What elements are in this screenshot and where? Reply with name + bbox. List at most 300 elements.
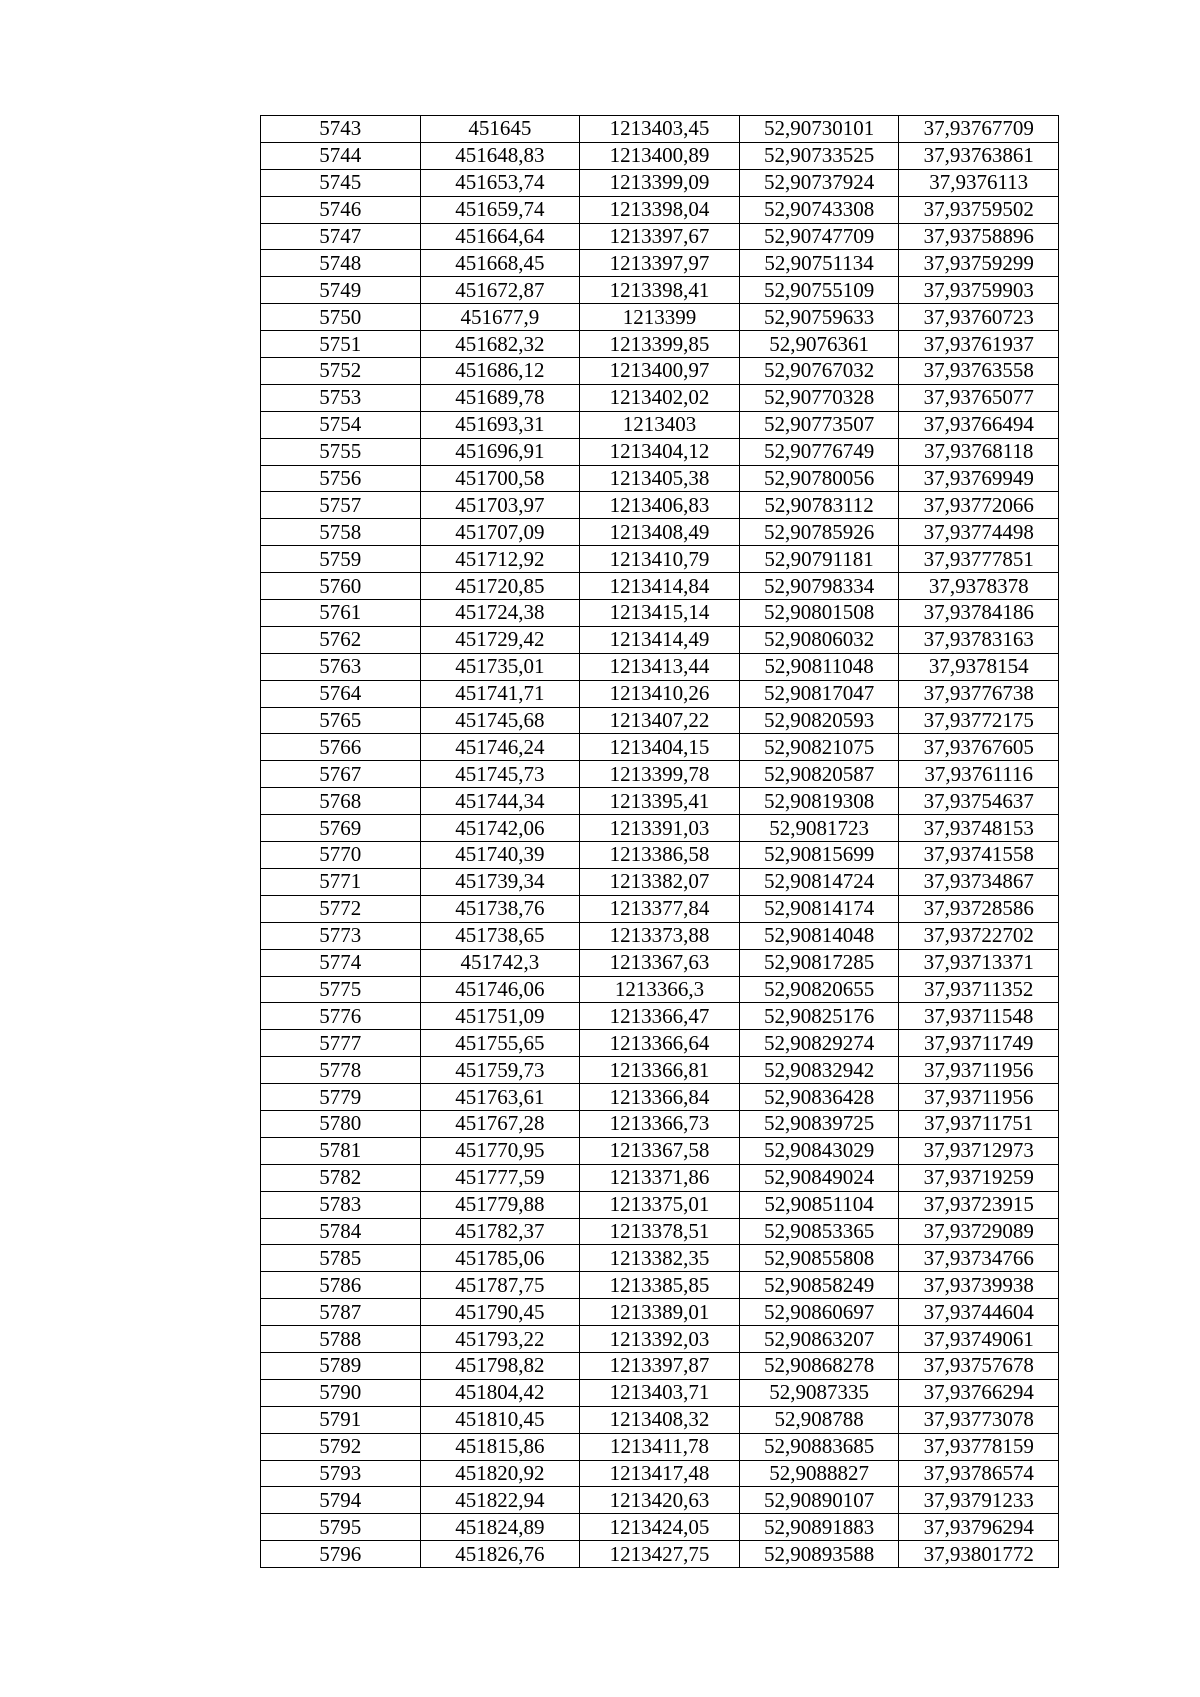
x-coordinate-cell: 451744,34 <box>420 788 580 815</box>
table-row <box>261 331 1059 358</box>
longitude-cell: 37,93773078 <box>899 1406 1059 1433</box>
latitude-cell: 52,90890107 <box>739 1487 899 1514</box>
table-row <box>261 761 1059 788</box>
table-row <box>261 438 1059 465</box>
table-row <box>261 519 1059 546</box>
x-coordinate-cell: 451653,74 <box>420 169 580 196</box>
coordinates-table-body <box>261 116 1059 1568</box>
latitude-cell: 52,90836428 <box>739 1084 899 1111</box>
longitude-cell: 37,93763861 <box>899 142 1059 169</box>
y-coordinate-cell: 1213367,58 <box>580 1137 740 1164</box>
y-coordinate-cell: 1213411,78 <box>580 1433 740 1460</box>
longitude-cell: 37,93769949 <box>899 465 1059 492</box>
point-number-cell: 5763 <box>261 653 421 680</box>
latitude-cell: 52,90819308 <box>739 788 899 815</box>
latitude-cell: 52,9088827 <box>739 1460 899 1487</box>
y-coordinate-cell: 1213382,35 <box>580 1245 740 1272</box>
table-row <box>261 842 1059 869</box>
table-row <box>261 465 1059 492</box>
x-coordinate-cell: 451815,86 <box>420 1433 580 1460</box>
x-coordinate-cell: 451751,09 <box>420 1003 580 1030</box>
table-row <box>261 1487 1059 1514</box>
longitude-cell: 37,93713371 <box>899 949 1059 976</box>
latitude-cell: 52,90814724 <box>739 868 899 895</box>
x-coordinate-cell: 451739,34 <box>420 868 580 895</box>
table-row <box>261 1137 1059 1164</box>
latitude-cell: 52,9087335 <box>739 1379 899 1406</box>
latitude-cell: 52,90730101 <box>739 116 899 143</box>
x-coordinate-cell: 451782,37 <box>420 1218 580 1245</box>
longitude-cell: 37,93778159 <box>899 1433 1059 1460</box>
longitude-cell: 37,93784186 <box>899 600 1059 627</box>
x-coordinate-cell: 451689,78 <box>420 384 580 411</box>
x-coordinate-cell: 451742,3 <box>420 949 580 976</box>
x-coordinate-cell: 451707,09 <box>420 519 580 546</box>
latitude-cell: 52,90860697 <box>739 1299 899 1326</box>
x-coordinate-cell: 451824,89 <box>420 1514 580 1541</box>
table-row <box>261 680 1059 707</box>
latitude-cell: 52,9081723 <box>739 815 899 842</box>
table-row <box>261 116 1059 143</box>
longitude-cell: 37,93719259 <box>899 1164 1059 1191</box>
point-number-cell: 5783 <box>261 1191 421 1218</box>
point-number-cell: 5755 <box>261 438 421 465</box>
latitude-cell: 52,90780056 <box>739 465 899 492</box>
x-coordinate-cell: 451793,22 <box>420 1326 580 1353</box>
x-coordinate-cell: 451686,12 <box>420 358 580 385</box>
latitude-cell: 52,90858249 <box>739 1272 899 1299</box>
table-row <box>261 788 1059 815</box>
longitude-cell: 37,93744604 <box>899 1299 1059 1326</box>
y-coordinate-cell: 1213400,89 <box>580 142 740 169</box>
y-coordinate-cell: 1213373,88 <box>580 922 740 949</box>
point-number-cell: 5748 <box>261 250 421 277</box>
longitude-cell: 37,93760723 <box>899 304 1059 331</box>
point-number-cell: 5796 <box>261 1541 421 1568</box>
longitude-cell: 37,93766494 <box>899 411 1059 438</box>
latitude-cell: 52,90893588 <box>739 1541 899 1568</box>
x-coordinate-cell: 451779,88 <box>420 1191 580 1218</box>
x-coordinate-cell: 451745,73 <box>420 761 580 788</box>
point-number-cell: 5766 <box>261 734 421 761</box>
table-row <box>261 815 1059 842</box>
table-row <box>261 1110 1059 1137</box>
point-number-cell: 5743 <box>261 116 421 143</box>
table-row <box>261 922 1059 949</box>
y-coordinate-cell: 1213397,97 <box>580 250 740 277</box>
x-coordinate-cell: 451767,28 <box>420 1110 580 1137</box>
table-row <box>261 1030 1059 1057</box>
table-row <box>261 626 1059 653</box>
point-number-cell: 5779 <box>261 1084 421 1111</box>
point-number-cell: 5793 <box>261 1460 421 1487</box>
table-row <box>261 277 1059 304</box>
table-row <box>261 1218 1059 1245</box>
table-row <box>261 1057 1059 1084</box>
x-coordinate-cell: 451810,45 <box>420 1406 580 1433</box>
table-row <box>261 1514 1059 1541</box>
table-row <box>261 223 1059 250</box>
table-row <box>261 1379 1059 1406</box>
x-coordinate-cell: 451785,06 <box>420 1245 580 1272</box>
x-coordinate-cell: 451763,61 <box>420 1084 580 1111</box>
x-coordinate-cell: 451724,38 <box>420 600 580 627</box>
x-coordinate-cell: 451668,45 <box>420 250 580 277</box>
point-number-cell: 5788 <box>261 1326 421 1353</box>
x-coordinate-cell: 451745,68 <box>420 707 580 734</box>
y-coordinate-cell: 1213398,41 <box>580 277 740 304</box>
table-row <box>261 976 1059 1003</box>
y-coordinate-cell: 1213420,63 <box>580 1487 740 1514</box>
longitude-cell: 37,93774498 <box>899 519 1059 546</box>
latitude-cell: 52,90829274 <box>739 1030 899 1057</box>
latitude-cell: 52,90733525 <box>739 142 899 169</box>
table-row <box>261 1164 1059 1191</box>
latitude-cell: 52,90791181 <box>739 546 899 573</box>
point-number-cell: 5751 <box>261 331 421 358</box>
y-coordinate-cell: 1213403,71 <box>580 1379 740 1406</box>
y-coordinate-cell: 1213406,83 <box>580 492 740 519</box>
longitude-cell: 37,93763558 <box>899 358 1059 385</box>
point-number-cell: 5758 <box>261 519 421 546</box>
table-row <box>261 304 1059 331</box>
latitude-cell: 52,90806032 <box>739 626 899 653</box>
x-coordinate-cell: 451755,65 <box>420 1030 580 1057</box>
longitude-cell: 37,93801772 <box>899 1541 1059 1568</box>
table-row <box>261 573 1059 600</box>
point-number-cell: 5753 <box>261 384 421 411</box>
table-row <box>261 196 1059 223</box>
x-coordinate-cell: 451720,85 <box>420 573 580 600</box>
y-coordinate-cell: 1213403 <box>580 411 740 438</box>
latitude-cell: 52,90785926 <box>739 519 899 546</box>
longitude-cell: 37,93766294 <box>899 1379 1059 1406</box>
x-coordinate-cell: 451798,82 <box>420 1352 580 1379</box>
latitude-cell: 52,90801508 <box>739 600 899 627</box>
x-coordinate-cell: 451787,75 <box>420 1272 580 1299</box>
x-coordinate-cell: 451746,24 <box>420 734 580 761</box>
point-number-cell: 5745 <box>261 169 421 196</box>
longitude-cell: 37,93765077 <box>899 384 1059 411</box>
point-number-cell: 5774 <box>261 949 421 976</box>
point-number-cell: 5795 <box>261 1514 421 1541</box>
longitude-cell: 37,93712973 <box>899 1137 1059 1164</box>
latitude-cell: 52,90817285 <box>739 949 899 976</box>
longitude-cell: 37,93772066 <box>899 492 1059 519</box>
table-row <box>261 250 1059 277</box>
y-coordinate-cell: 1213371,86 <box>580 1164 740 1191</box>
x-coordinate-cell: 451735,01 <box>420 653 580 680</box>
longitude-cell: 37,93768118 <box>899 438 1059 465</box>
y-coordinate-cell: 1213399,78 <box>580 761 740 788</box>
point-number-cell: 5790 <box>261 1379 421 1406</box>
longitude-cell: 37,93711751 <box>899 1110 1059 1137</box>
x-coordinate-cell: 451777,59 <box>420 1164 580 1191</box>
longitude-cell: 37,93723915 <box>899 1191 1059 1218</box>
x-coordinate-cell: 451738,65 <box>420 922 580 949</box>
point-number-cell: 5775 <box>261 976 421 1003</box>
latitude-cell: 52,90863207 <box>739 1326 899 1353</box>
y-coordinate-cell: 1213402,02 <box>580 384 740 411</box>
longitude-cell: 37,93734766 <box>899 1245 1059 1272</box>
point-number-cell: 5754 <box>261 411 421 438</box>
longitude-cell: 37,93754637 <box>899 788 1059 815</box>
latitude-cell: 52,90815699 <box>739 842 899 869</box>
y-coordinate-cell: 1213399 <box>580 304 740 331</box>
latitude-cell: 52,90817047 <box>739 680 899 707</box>
latitude-cell: 52,90883685 <box>739 1433 899 1460</box>
y-coordinate-cell: 1213391,03 <box>580 815 740 842</box>
table-row <box>261 1003 1059 1030</box>
table-row <box>261 384 1059 411</box>
y-coordinate-cell: 1213385,85 <box>580 1272 740 1299</box>
latitude-cell: 52,90849024 <box>739 1164 899 1191</box>
y-coordinate-cell: 1213366,47 <box>580 1003 740 1030</box>
table-row <box>261 1460 1059 1487</box>
x-coordinate-cell: 451741,71 <box>420 680 580 707</box>
y-coordinate-cell: 1213366,73 <box>580 1110 740 1137</box>
y-coordinate-cell: 1213404,15 <box>580 734 740 761</box>
y-coordinate-cell: 1213366,64 <box>580 1030 740 1057</box>
latitude-cell: 52,90891883 <box>739 1514 899 1541</box>
point-number-cell: 5772 <box>261 895 421 922</box>
table-row <box>261 949 1059 976</box>
longitude-cell: 37,93761937 <box>899 331 1059 358</box>
longitude-cell: 37,93722702 <box>899 922 1059 949</box>
longitude-cell: 37,93711956 <box>899 1057 1059 1084</box>
y-coordinate-cell: 1213400,97 <box>580 358 740 385</box>
x-coordinate-cell: 451712,92 <box>420 546 580 573</box>
point-number-cell: 5786 <box>261 1272 421 1299</box>
point-number-cell: 5792 <box>261 1433 421 1460</box>
point-number-cell: 5752 <box>261 358 421 385</box>
point-number-cell: 5773 <box>261 922 421 949</box>
point-number-cell: 5784 <box>261 1218 421 1245</box>
longitude-cell: 37,93786574 <box>899 1460 1059 1487</box>
longitude-cell: 37,93734867 <box>899 868 1059 895</box>
point-number-cell: 5780 <box>261 1110 421 1137</box>
table-row <box>261 1272 1059 1299</box>
y-coordinate-cell: 1213405,38 <box>580 465 740 492</box>
y-coordinate-cell: 1213403,45 <box>580 116 740 143</box>
point-number-cell: 5771 <box>261 868 421 895</box>
y-coordinate-cell: 1213407,22 <box>580 707 740 734</box>
latitude-cell: 52,90770328 <box>739 384 899 411</box>
longitude-cell: 37,93748153 <box>899 815 1059 842</box>
latitude-cell: 52,90820593 <box>739 707 899 734</box>
table-row <box>261 492 1059 519</box>
longitude-cell: 37,93758896 <box>899 223 1059 250</box>
x-coordinate-cell: 451664,64 <box>420 223 580 250</box>
x-coordinate-cell: 451826,76 <box>420 1541 580 1568</box>
longitude-cell: 37,9378154 <box>899 653 1059 680</box>
x-coordinate-cell: 451822,94 <box>420 1487 580 1514</box>
longitude-cell: 37,9376113 <box>899 169 1059 196</box>
x-coordinate-cell: 451645 <box>420 116 580 143</box>
y-coordinate-cell: 1213366,81 <box>580 1057 740 1084</box>
latitude-cell: 52,90855808 <box>739 1245 899 1272</box>
point-number-cell: 5794 <box>261 1487 421 1514</box>
longitude-cell: 37,93777851 <box>899 546 1059 573</box>
x-coordinate-cell: 451820,92 <box>420 1460 580 1487</box>
point-number-cell: 5762 <box>261 626 421 653</box>
latitude-cell: 52,908788 <box>739 1406 899 1433</box>
point-number-cell: 5791 <box>261 1406 421 1433</box>
point-number-cell: 5776 <box>261 1003 421 1030</box>
y-coordinate-cell: 1213382,07 <box>580 868 740 895</box>
point-number-cell: 5760 <box>261 573 421 600</box>
y-coordinate-cell: 1213397,87 <box>580 1352 740 1379</box>
latitude-cell: 52,90853365 <box>739 1218 899 1245</box>
point-number-cell: 5756 <box>261 465 421 492</box>
latitude-cell: 52,90814048 <box>739 922 899 949</box>
point-number-cell: 5744 <box>261 142 421 169</box>
x-coordinate-cell: 451696,91 <box>420 438 580 465</box>
point-number-cell: 5765 <box>261 707 421 734</box>
table-row <box>261 868 1059 895</box>
longitude-cell: 37,93796294 <box>899 1514 1059 1541</box>
point-number-cell: 5769 <box>261 815 421 842</box>
y-coordinate-cell: 1213417,48 <box>580 1460 740 1487</box>
point-number-cell: 5785 <box>261 1245 421 1272</box>
latitude-cell: 52,90743308 <box>739 196 899 223</box>
y-coordinate-cell: 1213377,84 <box>580 895 740 922</box>
x-coordinate-cell: 451740,39 <box>420 842 580 869</box>
y-coordinate-cell: 1213399,85 <box>580 331 740 358</box>
table-row <box>261 411 1059 438</box>
latitude-cell: 52,90776749 <box>739 438 899 465</box>
point-number-cell: 5764 <box>261 680 421 707</box>
table-row <box>261 1191 1059 1218</box>
y-coordinate-cell: 1213399,09 <box>580 169 740 196</box>
latitude-cell: 52,90755109 <box>739 277 899 304</box>
longitude-cell: 37,93739938 <box>899 1272 1059 1299</box>
latitude-cell: 52,90820655 <box>739 976 899 1003</box>
x-coordinate-cell: 451677,9 <box>420 304 580 331</box>
y-coordinate-cell: 1213410,79 <box>580 546 740 573</box>
table-row <box>261 600 1059 627</box>
latitude-cell: 52,90751134 <box>739 250 899 277</box>
latitude-cell: 52,90747709 <box>739 223 899 250</box>
table-row <box>261 1245 1059 1272</box>
point-number-cell: 5746 <box>261 196 421 223</box>
y-coordinate-cell: 1213378,51 <box>580 1218 740 1245</box>
x-coordinate-cell: 451729,42 <box>420 626 580 653</box>
y-coordinate-cell: 1213398,04 <box>580 196 740 223</box>
latitude-cell: 52,90820587 <box>739 761 899 788</box>
y-coordinate-cell: 1213386,58 <box>580 842 740 869</box>
x-coordinate-cell: 451700,58 <box>420 465 580 492</box>
y-coordinate-cell: 1213410,26 <box>580 680 740 707</box>
longitude-cell: 37,93741558 <box>899 842 1059 869</box>
y-coordinate-cell: 1213408,32 <box>580 1406 740 1433</box>
longitude-cell: 37,93711956 <box>899 1084 1059 1111</box>
longitude-cell: 37,93759903 <box>899 277 1059 304</box>
longitude-cell: 37,93711749 <box>899 1030 1059 1057</box>
longitude-cell: 37,93767605 <box>899 734 1059 761</box>
table-row <box>261 1406 1059 1433</box>
table-row <box>261 653 1059 680</box>
latitude-cell: 52,9076361 <box>739 331 899 358</box>
x-coordinate-cell: 451746,06 <box>420 976 580 1003</box>
x-coordinate-cell: 451703,97 <box>420 492 580 519</box>
y-coordinate-cell: 1213413,44 <box>580 653 740 680</box>
y-coordinate-cell: 1213408,49 <box>580 519 740 546</box>
table-row <box>261 358 1059 385</box>
longitude-cell: 37,93711548 <box>899 1003 1059 1030</box>
y-coordinate-cell: 1213414,84 <box>580 573 740 600</box>
latitude-cell: 52,90843029 <box>739 1137 899 1164</box>
x-coordinate-cell: 451790,45 <box>420 1299 580 1326</box>
y-coordinate-cell: 1213397,67 <box>580 223 740 250</box>
y-coordinate-cell: 1213392,03 <box>580 1326 740 1353</box>
x-coordinate-cell: 451648,83 <box>420 142 580 169</box>
x-coordinate-cell: 451682,32 <box>420 331 580 358</box>
table-row <box>261 1541 1059 1568</box>
table-row <box>261 142 1059 169</box>
point-number-cell: 5770 <box>261 842 421 869</box>
latitude-cell: 52,90821075 <box>739 734 899 761</box>
longitude-cell: 37,93783163 <box>899 626 1059 653</box>
longitude-cell: 37,9378378 <box>899 573 1059 600</box>
longitude-cell: 37,93776738 <box>899 680 1059 707</box>
latitude-cell: 52,90759633 <box>739 304 899 331</box>
y-coordinate-cell: 1213404,12 <box>580 438 740 465</box>
longitude-cell: 37,93767709 <box>899 116 1059 143</box>
latitude-cell: 52,90811048 <box>739 653 899 680</box>
point-number-cell: 5789 <box>261 1352 421 1379</box>
coordinates-table <box>260 115 1059 1568</box>
y-coordinate-cell: 1213389,01 <box>580 1299 740 1326</box>
longitude-cell: 37,93772175 <box>899 707 1059 734</box>
x-coordinate-cell: 451659,74 <box>420 196 580 223</box>
latitude-cell: 52,90783112 <box>739 492 899 519</box>
point-number-cell: 5782 <box>261 1164 421 1191</box>
table-row <box>261 1299 1059 1326</box>
point-number-cell: 5787 <box>261 1299 421 1326</box>
point-number-cell: 5757 <box>261 492 421 519</box>
x-coordinate-cell: 451738,76 <box>420 895 580 922</box>
latitude-cell: 52,90773507 <box>739 411 899 438</box>
x-coordinate-cell: 451759,73 <box>420 1057 580 1084</box>
point-number-cell: 5768 <box>261 788 421 815</box>
x-coordinate-cell: 451742,06 <box>420 815 580 842</box>
latitude-cell: 52,90851104 <box>739 1191 899 1218</box>
table-row <box>261 707 1059 734</box>
table-row <box>261 895 1059 922</box>
y-coordinate-cell: 1213366,84 <box>580 1084 740 1111</box>
longitude-cell: 37,93761116 <box>899 761 1059 788</box>
y-coordinate-cell: 1213415,14 <box>580 600 740 627</box>
point-number-cell: 5778 <box>261 1057 421 1084</box>
longitude-cell: 37,93711352 <box>899 976 1059 1003</box>
latitude-cell: 52,90798334 <box>739 573 899 600</box>
longitude-cell: 37,93728586 <box>899 895 1059 922</box>
point-number-cell: 5749 <box>261 277 421 304</box>
y-coordinate-cell: 1213375,01 <box>580 1191 740 1218</box>
y-coordinate-cell: 1213395,41 <box>580 788 740 815</box>
longitude-cell: 37,93757678 <box>899 1352 1059 1379</box>
latitude-cell: 52,90868278 <box>739 1352 899 1379</box>
table-row <box>261 1352 1059 1379</box>
table-row <box>261 546 1059 573</box>
y-coordinate-cell: 1213414,49 <box>580 626 740 653</box>
x-coordinate-cell: 451804,42 <box>420 1379 580 1406</box>
x-coordinate-cell: 451693,31 <box>420 411 580 438</box>
point-number-cell: 5781 <box>261 1137 421 1164</box>
latitude-cell: 52,90767032 <box>739 358 899 385</box>
table-row <box>261 1326 1059 1353</box>
